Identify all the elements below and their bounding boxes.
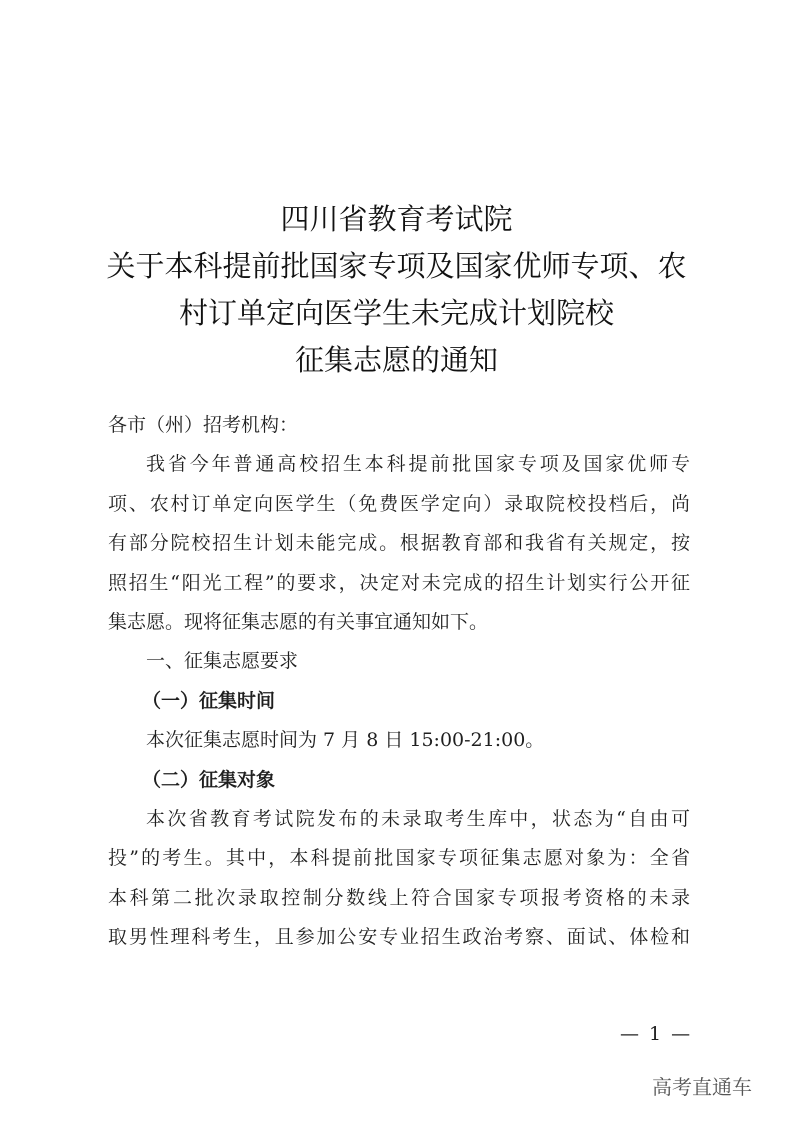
- title-line-1: 四川省教育考试院: [280, 202, 513, 236]
- watermark-text: 高考直通车: [652, 1075, 752, 1099]
- paragraph-1-line-3: 有部分院校招生计划未能完成。根据教育部和我省有关规定，按: [108, 532, 690, 555]
- salutation: 各市（州）招考机构：: [108, 414, 299, 436]
- subsection-heading-1: （一）征集时间: [142, 689, 276, 712]
- title-line-4: 征集志愿的通知: [294, 343, 498, 377]
- paragraph-2-line-2: 投”的考生。其中，本科提前批国家专项征集志愿对象为：全省: [108, 847, 690, 870]
- paragraph-2-line-3: 本科第二批次录取控制分数线上符合国家专项报考资格的未录: [108, 886, 690, 909]
- page-number: — 1 —: [620, 1023, 693, 1045]
- title-line-2: 关于本科提前批国家专项及国家优师专项、农: [106, 249, 687, 283]
- notice-body: [108, 406, 690, 957]
- paragraph-1-line-4: 照招生“阳光工程”的要求，决定对未完成的招生计划实行公开征: [108, 571, 690, 594]
- section-heading-1: 一、征集志愿要求: [146, 650, 299, 673]
- paragraph-1-line-1: 我省今年普通高校招生本科提前批国家专项及国家优师专: [146, 453, 690, 476]
- subsection-1-text: 本次征集志愿时间为 7 月 8 日 15:00-21:00。: [146, 729, 545, 752]
- paragraph-2-line-4: 取男性理科考生，且参加公安专业招生政治考察、面试、体检和: [108, 926, 690, 949]
- subsection-heading-2: （二）征集对象: [142, 768, 276, 791]
- paragraph-2-line-1: 本次省教育考试院发布的未录取考生库中，状态为“自由可: [146, 807, 690, 830]
- paragraph-1-line-2: 项、农村订单定向医学生（免费医学定向）录取院校投档后，尚: [108, 492, 690, 515]
- notice-title: [0, 196, 793, 384]
- paragraph-1-line-5: 集志愿。现将征集志愿的有关事宜通知如下。: [108, 610, 489, 633]
- title-line-3: 村订单定向医学生未完成计划院校: [178, 296, 614, 330]
